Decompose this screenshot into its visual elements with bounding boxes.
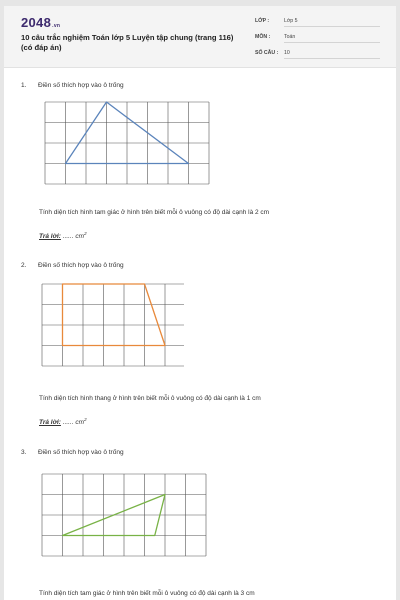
logo-suffix: .vn [52,23,61,29]
question-1-number: 1. [21,82,27,89]
trapezoid-shape [63,284,166,346]
meta-count-label: SỐ CÂU : [255,50,279,56]
answer-unit: cm [75,419,85,427]
worksheet-page [4,6,396,600]
meta-class-label: LỚP : [255,18,270,24]
question-1-heading [21,82,124,89]
question-1-prompt: Điền số thích hợp vào ô trống [38,82,124,89]
question-2-figure [41,283,184,367]
answer-blank: ...... [62,233,74,241]
answer-unit-power: 2 [84,417,87,422]
answer-label: Trả lời: [39,419,61,427]
question-2-answer[interactable] [39,417,87,426]
worksheet-header [4,6,396,68]
meta-subject-label: MÔN : [255,34,271,40]
answer-unit: cm [75,233,85,241]
meta-class-value: Lớp 5 [284,18,380,27]
question-3-prompt: Điền số thích hợp vào ô trống [38,449,124,456]
question-3-heading [21,449,124,456]
question-3-figure [41,473,213,557]
question-1-figure [44,101,216,185]
logo-text: 2048 [21,15,52,30]
meta-subject-value: Toán [284,34,380,43]
answer-blank: ...... [62,419,74,427]
question-1-answer[interactable] [39,231,87,240]
question-2-heading [21,262,124,269]
question-1-description: Tính diện tích hình tam giác ở hình trên biết mỗi ô vuông có độ dài cạnh là 2 cm [39,209,270,216]
worksheet-title: 10 câu trắc nghiệm Toán lớp 5 Luyện tập chung (trang 116) (có đáp án) [21,33,234,52]
answer-label: Trả lời: [39,233,61,241]
question-3-description: Tính diện tích tam giác ở hình trên biết mỗi ô vuông có độ dài cạnh là 3 cm [39,590,255,597]
question-2-number: 2. [21,262,27,269]
question-2-description: Tính diện tích hình thang ở hình trên biết mỗi ô vuông có độ dài cạnh là 1 cm [39,395,261,402]
meta-count-value: 10 [284,50,380,59]
site-logo[interactable] [21,15,60,30]
answer-unit-power: 2 [84,231,87,236]
question-2-prompt: Điền số thích hợp vào ô trống [38,262,124,269]
question-3-number: 3. [21,449,27,456]
